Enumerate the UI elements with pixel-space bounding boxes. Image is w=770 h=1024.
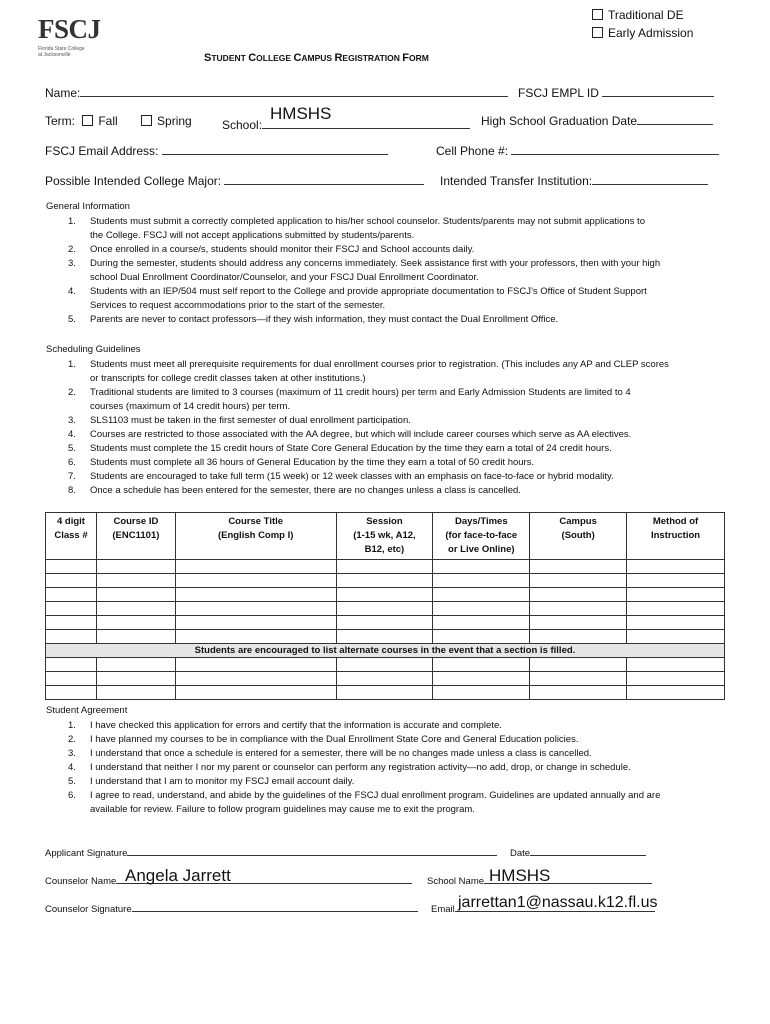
table-row xyxy=(46,630,725,644)
table-cell[interactable] xyxy=(627,686,725,700)
item-text: the College. FSCJ will not accept applications submitted by students/parents. xyxy=(90,230,415,241)
applicant-signature-field[interactable]: Applicant Signature xyxy=(45,848,497,859)
item-text: Courses are restricted to those associated with the AA degree, but which will include career courses which serve as AA electives. xyxy=(90,429,632,440)
item-number: 3. xyxy=(68,258,76,269)
list-item xyxy=(46,414,736,428)
table-cell[interactable] xyxy=(336,686,433,700)
table-cell[interactable] xyxy=(336,574,433,588)
column-header: Method of Instruction xyxy=(627,513,725,560)
school-name-field[interactable]: School Name xyxy=(427,876,652,887)
item-text: I understand that once a schedule is entered for a semester, there will be no changes made unless a class is cancelled. xyxy=(90,748,592,759)
list-item xyxy=(46,358,736,386)
item-number: 4. xyxy=(68,762,76,773)
checkbox-icon[interactable] xyxy=(592,27,603,38)
table-cell[interactable] xyxy=(96,560,175,574)
table-row xyxy=(46,616,725,630)
course-table xyxy=(45,512,725,700)
column-header: Session (1-15 wk, A12, B12, etc) xyxy=(336,513,433,560)
table-header-row xyxy=(46,513,725,560)
item-text: Students must complete the 15 credit hours of State Core General Education by the time they earn a total of 24 credit hours. xyxy=(90,443,612,454)
list-item xyxy=(46,775,736,789)
item-number: 3. xyxy=(68,748,76,759)
table-cell[interactable] xyxy=(46,686,97,700)
table-cell[interactable] xyxy=(175,560,336,574)
item-number: 3. xyxy=(68,415,76,426)
table-cell[interactable] xyxy=(46,616,97,630)
list-item xyxy=(46,243,736,257)
table-cell[interactable] xyxy=(175,602,336,616)
item-number: 2. xyxy=(68,734,76,745)
item-number: 6. xyxy=(68,790,76,801)
table-cell[interactable] xyxy=(433,616,530,630)
item-text: I understand that I am to monitor my FSCJ email account daily. xyxy=(90,776,355,787)
date-field[interactable]: Date xyxy=(510,848,646,859)
table-cell[interactable] xyxy=(175,574,336,588)
empl-id-field[interactable]: FSCJ EMPL ID xyxy=(518,86,714,100)
item-text: Students must submit a correctly completed application to his/her school counselor. Students/parents may not submit applications to xyxy=(90,216,645,227)
table-cell[interactable] xyxy=(46,602,97,616)
item-text: or transcripts for college credit classes taken at other institutions.) xyxy=(90,373,366,384)
item-number: 5. xyxy=(68,443,76,454)
item-text: Parents are never to contact professors—if they wish information, they must contact the Dual Enrollment Office. xyxy=(90,314,559,325)
item-number: 8. xyxy=(68,485,76,496)
table-cell[interactable] xyxy=(96,616,175,630)
table-cell[interactable] xyxy=(175,686,336,700)
counselor-signature-field[interactable]: Counselor Signature xyxy=(45,904,418,915)
column-header: Course Title (English Comp I) xyxy=(175,513,336,560)
alternate-note-row xyxy=(46,644,725,658)
list-item xyxy=(46,442,736,456)
list-item xyxy=(46,428,736,442)
counselor-email-value: jarrettan1@nassau.k12.fl.us xyxy=(458,894,658,911)
table-cell[interactable] xyxy=(96,588,175,602)
table-cell[interactable] xyxy=(627,672,725,686)
list-item xyxy=(46,733,736,747)
column-header: Course ID (ENC1101) xyxy=(96,513,175,560)
table-cell[interactable] xyxy=(433,658,530,672)
table-cell[interactable] xyxy=(175,616,336,630)
list-item xyxy=(46,470,736,484)
table-cell[interactable] xyxy=(336,672,433,686)
school-value: HMSHS xyxy=(270,104,332,123)
table-cell[interactable] xyxy=(336,560,433,574)
table-cell[interactable] xyxy=(96,574,175,588)
table-cell[interactable] xyxy=(336,616,433,630)
traditional-de-option[interactable]: Traditional DE xyxy=(592,8,684,22)
item-number: 4. xyxy=(68,429,76,440)
item-text: Once enrolled in a course/s, students should monitor their FSCJ and School accounts daily. xyxy=(90,244,475,255)
transfer-field[interactable]: Intended Transfer Institution: xyxy=(440,174,708,188)
item-number: 1. xyxy=(68,216,76,227)
table-cell[interactable] xyxy=(96,630,175,644)
cell-phone-field[interactable]: Cell Phone #: xyxy=(436,144,719,158)
list-item xyxy=(46,285,736,313)
scheduling-list xyxy=(46,358,736,498)
item-number: 1. xyxy=(68,359,76,370)
list-item xyxy=(46,386,736,414)
agreement-title: Student Agreement xyxy=(46,705,128,716)
table-cell[interactable] xyxy=(433,630,530,644)
fscj-logo: FSCJ xyxy=(38,14,101,44)
table-cell[interactable] xyxy=(433,560,530,574)
list-item xyxy=(46,313,736,327)
major-field[interactable]: Possible Intended College Major: xyxy=(45,174,424,188)
form-title: STUDENT COLLEGE CAMPUS REGISTRATION FORM xyxy=(204,52,429,64)
spring-checkbox[interactable] xyxy=(141,115,152,126)
table-row xyxy=(46,658,725,672)
table-cell[interactable] xyxy=(530,560,627,574)
column-header: 4 digit Class # xyxy=(46,513,97,560)
item-text: I have planned my courses to be in compliance with the Dual Enrollment State Core and General Education policies. xyxy=(90,734,579,745)
table-cell[interactable] xyxy=(175,588,336,602)
item-text: Students with an IEP/504 must self report to the College and provide appropriate documentation to FSCJ’s Office of Student Support xyxy=(90,286,647,297)
table-cell[interactable] xyxy=(530,630,627,644)
item-text: SLS1103 must be taken in the first semester of dual enrollment participation. xyxy=(90,415,411,426)
table-cell[interactable] xyxy=(627,588,725,602)
table-cell[interactable] xyxy=(530,602,627,616)
table-cell[interactable] xyxy=(96,672,175,686)
table-cell[interactable] xyxy=(336,658,433,672)
item-number: 7. xyxy=(68,471,76,482)
list-item xyxy=(46,215,736,243)
table-cell[interactable] xyxy=(530,588,627,602)
table-row xyxy=(46,686,725,700)
school-name-value: HMSHS xyxy=(489,866,551,885)
grad-date-field[interactable]: High School Graduation Date xyxy=(481,114,713,128)
list-item xyxy=(46,257,736,285)
column-header: Campus (South) xyxy=(530,513,627,560)
table-cell[interactable] xyxy=(433,686,530,700)
name-field[interactable]: Name: xyxy=(45,86,508,100)
counselor-email-field[interactable]: Email xyxy=(431,904,655,915)
item-text: I agree to read, understand, and abide by the guidelines of the FSCJ dual enrollment program. Guidelines are updated annually and are xyxy=(90,790,661,801)
table-row xyxy=(46,602,725,616)
item-number: 5. xyxy=(68,776,76,787)
table-cell[interactable] xyxy=(46,574,97,588)
scheduling-title: Scheduling Guidelines xyxy=(46,344,141,355)
item-text: Students are encouraged to take full term (15 week) or 12 week classes with an emphasis on face-to-face or hybrid modality. xyxy=(90,471,614,482)
item-text: Students must meet all prerequisite requirements for dual enrollment courses prior to registration. (This includes any AP and CLEP scores xyxy=(90,359,669,370)
list-item xyxy=(46,484,736,498)
term-field: Term: Fall Spring xyxy=(45,114,192,128)
item-text: Students must complete all 36 hours of General Education by the time they earn a total of 50 credit hours. xyxy=(90,457,535,468)
table-row xyxy=(46,574,725,588)
item-text: I understand that neither I nor my parent or counselor can perform any registration activity—no add, drop, or change in schedule. xyxy=(90,762,631,773)
checkbox-icon[interactable] xyxy=(592,9,603,20)
table-cell[interactable] xyxy=(627,574,725,588)
table-cell[interactable] xyxy=(627,630,725,644)
list-item xyxy=(46,761,736,775)
list-item xyxy=(46,456,736,470)
table-cell[interactable] xyxy=(336,588,433,602)
table-cell[interactable] xyxy=(175,630,336,644)
list-item xyxy=(46,789,736,817)
table-cell[interactable] xyxy=(530,686,627,700)
table-row xyxy=(46,672,725,686)
table-cell[interactable] xyxy=(530,658,627,672)
table-cell[interactable] xyxy=(530,574,627,588)
fall-checkbox[interactable] xyxy=(82,115,93,126)
general-info-title: General Information xyxy=(46,201,130,212)
table-row xyxy=(46,560,725,574)
table-cell[interactable] xyxy=(46,630,97,644)
table-cell[interactable] xyxy=(433,672,530,686)
logo-tagline: Florida State College at Jacksonville xyxy=(38,46,85,58)
table-cell[interactable] xyxy=(336,602,433,616)
item-text: I have checked this application for errors and certify that the information is accurate and complete. xyxy=(90,720,502,731)
table-cell[interactable] xyxy=(175,672,336,686)
table-cell[interactable] xyxy=(627,560,725,574)
item-text: school Dual Enrollment Coordinator/Counselor, and your FSCJ Dual Enrollment Coordinator. xyxy=(90,272,479,283)
table-cell[interactable] xyxy=(530,672,627,686)
column-header: Days/Times (for face-to-face or Live Online) xyxy=(433,513,530,560)
item-number: 2. xyxy=(68,387,76,398)
email-field[interactable]: FSCJ Email Address: xyxy=(45,144,388,158)
table-cell[interactable] xyxy=(433,602,530,616)
list-item xyxy=(46,719,736,733)
table-cell[interactable] xyxy=(336,630,433,644)
table-cell[interactable] xyxy=(433,574,530,588)
item-number: 1. xyxy=(68,720,76,731)
table-cell[interactable] xyxy=(46,588,97,602)
item-text: Services to request accommodations prior to the start of the semester. xyxy=(90,300,386,311)
item-text: During the semester, students should address any concerns immediately. Seek assistance first with your professors, then with your high xyxy=(90,258,661,269)
table-cell[interactable] xyxy=(530,616,627,630)
item-text: Traditional students are limited to 3 courses (maximum of 11 credit hours) per term and Early Admission Students are limited to 4 xyxy=(90,387,631,398)
counselor-name-value: Angela Jarrett xyxy=(125,866,231,885)
item-number: 5. xyxy=(68,314,76,325)
table-cell[interactable] xyxy=(433,588,530,602)
alternate-note: Students are encouraged to list alternate courses in the event that a section is filled. xyxy=(46,644,725,658)
list-item xyxy=(46,747,736,761)
table-cell[interactable] xyxy=(96,602,175,616)
counselor-name-field[interactable]: Counselor Name xyxy=(45,876,412,887)
item-text: available for review. Failure to follow program guidelines may cause me to exit the program. xyxy=(90,804,475,815)
item-number: 6. xyxy=(68,457,76,468)
table-cell[interactable] xyxy=(627,602,725,616)
agreement-list xyxy=(46,719,736,817)
general-info-list xyxy=(46,215,736,327)
item-text: Once a schedule has been entered for the semester, there are no changes unless a class is cancelled. xyxy=(90,485,521,496)
item-number: 2. xyxy=(68,244,76,255)
table-row xyxy=(46,588,725,602)
table-cell[interactable] xyxy=(46,658,97,672)
table-cell[interactable] xyxy=(46,560,97,574)
table-cell[interactable] xyxy=(96,686,175,700)
table-cell[interactable] xyxy=(46,672,97,686)
item-text: courses (maximum of 14 credit hours) per term. xyxy=(90,401,291,412)
item-number: 4. xyxy=(68,286,76,297)
table-cell[interactable] xyxy=(627,658,725,672)
school-field[interactable]: School: xyxy=(222,114,470,132)
table-cell[interactable] xyxy=(175,658,336,672)
table-cell[interactable] xyxy=(96,658,175,672)
early-admission-option[interactable]: Early Admission xyxy=(592,26,693,40)
table-cell[interactable] xyxy=(627,616,725,630)
